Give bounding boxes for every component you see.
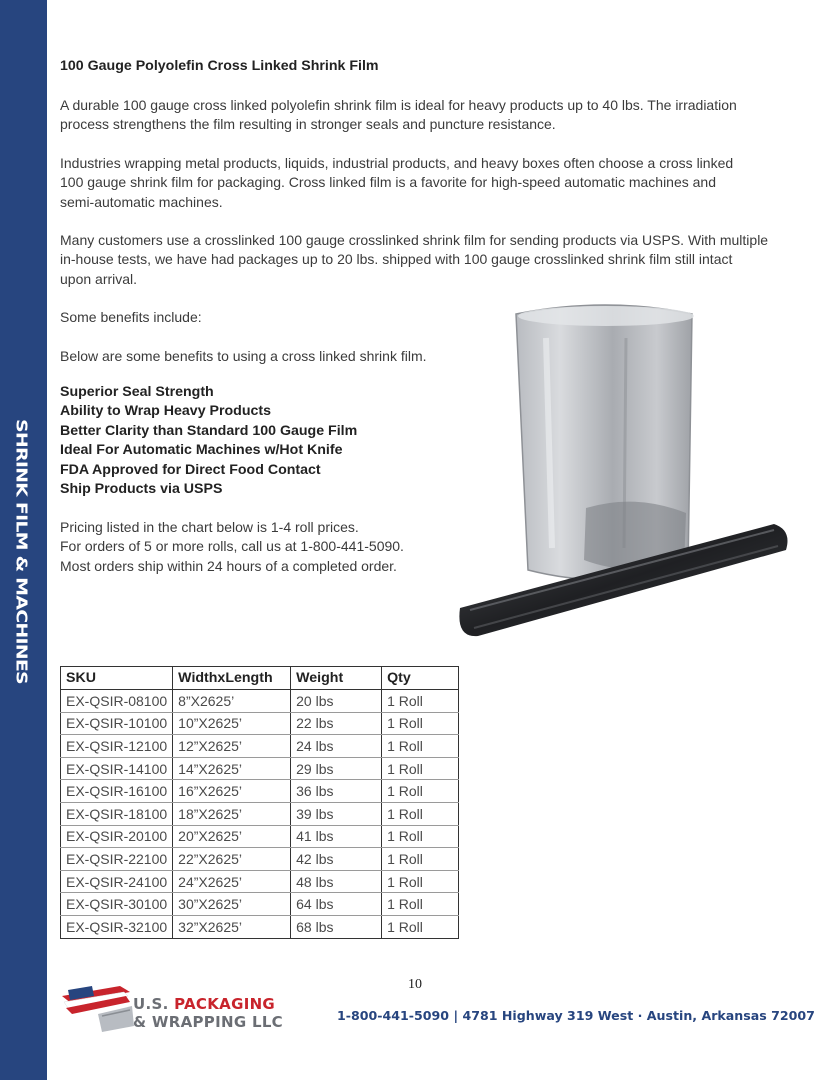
paragraph-benefits-lead: Below are some benefits to using a cross linked shrink film. bbox=[60, 348, 427, 364]
cell-size: 14”X2625’ bbox=[173, 757, 291, 780]
cell-size: 20”X2625’ bbox=[173, 825, 291, 848]
table-row bbox=[61, 915, 459, 938]
cell-weight: 39 lbs bbox=[291, 802, 382, 825]
cell-sku: EX-QSIR-12100 bbox=[61, 735, 173, 758]
cell-qty: 1 Roll bbox=[382, 780, 459, 803]
table-row bbox=[61, 757, 459, 780]
cell-sku: EX-QSIR-08100 bbox=[61, 690, 173, 713]
cell-weight: 41 lbs bbox=[291, 825, 382, 848]
cell-qty: 1 Roll bbox=[382, 757, 459, 780]
cell-sku: EX-QSIR-22100 bbox=[61, 848, 173, 871]
table-row bbox=[61, 870, 459, 893]
section-label: SHRINK FILM & MACHINES bbox=[12, 419, 30, 684]
cell-sku: EX-QSIR-16100 bbox=[61, 780, 173, 803]
pricing-line: For orders of 5 or more rolls, call us at 1-800-441-5090. bbox=[60, 538, 404, 555]
cell-weight: 48 lbs bbox=[291, 870, 382, 893]
cell-qty: 1 Roll bbox=[382, 915, 459, 938]
paragraph-benefits-intro: Some benefits include: bbox=[60, 309, 202, 325]
benefit-item: Ship Products via USPS bbox=[60, 481, 223, 498]
cell-qty: 1 Roll bbox=[382, 690, 459, 713]
contact-info: 1-800-441-5090 | 4781 Highway 319 West · Austin, Arkansas 72007 bbox=[337, 1008, 815, 1023]
column-header-weight: Weight bbox=[291, 667, 382, 690]
cell-qty: 1 Roll bbox=[382, 712, 459, 735]
cell-size: 12”X2625’ bbox=[173, 735, 291, 758]
table-row bbox=[61, 802, 459, 825]
cell-weight: 42 lbs bbox=[291, 848, 382, 871]
logo-text-line1: U.S. PACKAGING bbox=[133, 995, 276, 1013]
cell-sku: EX-QSIR-18100 bbox=[61, 802, 173, 825]
cell-qty: 1 Roll bbox=[382, 893, 459, 916]
cell-weight: 20 lbs bbox=[291, 690, 382, 713]
cell-sku: EX-QSIR-20100 bbox=[61, 825, 173, 848]
benefit-item: Better Clarity than Standard 100 Gauge Film bbox=[60, 422, 358, 439]
shrink-film-roll-image bbox=[456, 298, 792, 658]
cell-sku: EX-QSIR-32100 bbox=[61, 915, 173, 938]
sidebar-band bbox=[0, 0, 47, 1080]
benefit-item: Ability to Wrap Heavy Products bbox=[60, 403, 272, 420]
paragraph-intro bbox=[60, 96, 785, 135]
column-header-sku: SKU bbox=[61, 667, 173, 690]
cell-size: 8”X2625’ bbox=[173, 690, 291, 713]
cell-sku: EX-QSIR-24100 bbox=[61, 870, 173, 893]
cell-sku: EX-QSIR-30100 bbox=[61, 893, 173, 916]
cell-sku: EX-QSIR-14100 bbox=[61, 757, 173, 780]
paragraph-line: Many customers use a crosslinked 100 gauge crosslinked shrink film for sending products via USPS. With multiple bbox=[60, 232, 769, 248]
paragraph-line: 100 gauge shrink film for packaging. Cross linked film is a favorite for high-speed automatic machines and bbox=[60, 174, 716, 191]
cell-size: 16”X2625’ bbox=[173, 780, 291, 803]
cell-weight: 64 lbs bbox=[291, 893, 382, 916]
logo-text-line2: & WRAPPING LLC bbox=[133, 1013, 283, 1031]
benefit-item: Superior Seal Strength bbox=[60, 384, 214, 400]
page-number: 10 bbox=[408, 977, 422, 992]
cell-weight: 24 lbs bbox=[291, 735, 382, 758]
benefit-item: FDA Approved for Direct Food Contact bbox=[60, 461, 321, 478]
cell-size: 22”X2625’ bbox=[173, 848, 291, 871]
table-row bbox=[61, 690, 459, 713]
cell-qty: 1 Roll bbox=[382, 802, 459, 825]
paragraph-line: process strengthens the film resulting in stronger seals and puncture resistance. bbox=[60, 116, 556, 133]
cell-sku: EX-QSIR-10100 bbox=[61, 712, 173, 735]
cell-qty: 1 Roll bbox=[382, 848, 459, 871]
cell-weight: 68 lbs bbox=[291, 915, 382, 938]
cell-weight: 22 lbs bbox=[291, 712, 382, 735]
column-header-qty: Qty bbox=[382, 667, 459, 690]
paragraph-line: semi-automatic machines. bbox=[60, 193, 223, 210]
cell-weight: 29 lbs bbox=[291, 757, 382, 780]
table-row bbox=[61, 893, 459, 916]
paragraph-usps bbox=[60, 231, 800, 289]
paragraph-line: Industries wrapping metal products, liquids, industrial products, and heavy boxes often choose a cross linked bbox=[60, 155, 734, 171]
paragraph-industries bbox=[60, 154, 785, 212]
cell-size: 32”X2625’ bbox=[173, 915, 291, 938]
page-title: 100 Gauge Polyolefin Cross Linked Shrink Film bbox=[60, 58, 379, 74]
table-row bbox=[61, 712, 459, 735]
cell-weight: 36 lbs bbox=[291, 780, 382, 803]
paragraph-line: in-house tests, we have had packages up to 20 lbs. shipped with 100 gauge crosslinked shrink film still intact bbox=[60, 251, 733, 268]
cell-size: 10”X2625’ bbox=[173, 712, 291, 735]
cell-size: 24”X2625’ bbox=[173, 870, 291, 893]
column-header-size: WidthxLength bbox=[173, 667, 291, 690]
paragraph-line: upon arrival. bbox=[60, 270, 138, 287]
cell-size: 18”X2625’ bbox=[173, 802, 291, 825]
table-header-row bbox=[61, 667, 459, 690]
cell-size: 30”X2625’ bbox=[173, 893, 291, 916]
benefits-list bbox=[60, 383, 357, 499]
pricing-line: Pricing listed in the chart below is 1-4 roll prices. bbox=[60, 519, 359, 535]
cell-qty: 1 Roll bbox=[382, 825, 459, 848]
cell-qty: 1 Roll bbox=[382, 735, 459, 758]
table-row bbox=[61, 735, 459, 758]
table-row bbox=[61, 848, 459, 871]
pricing-line: Most orders ship within 24 hours of a completed order. bbox=[60, 557, 397, 574]
table-row bbox=[61, 780, 459, 803]
pricing-table bbox=[60, 666, 459, 939]
cell-qty: 1 Roll bbox=[382, 870, 459, 893]
paragraph-line: A durable 100 gauge cross linked polyolefin shrink film is ideal for heavy products up to 40 lbs. The irradiation bbox=[60, 97, 737, 113]
table-row bbox=[61, 825, 459, 848]
benefit-item: Ideal For Automatic Machines w/Hot Knife bbox=[60, 442, 343, 459]
